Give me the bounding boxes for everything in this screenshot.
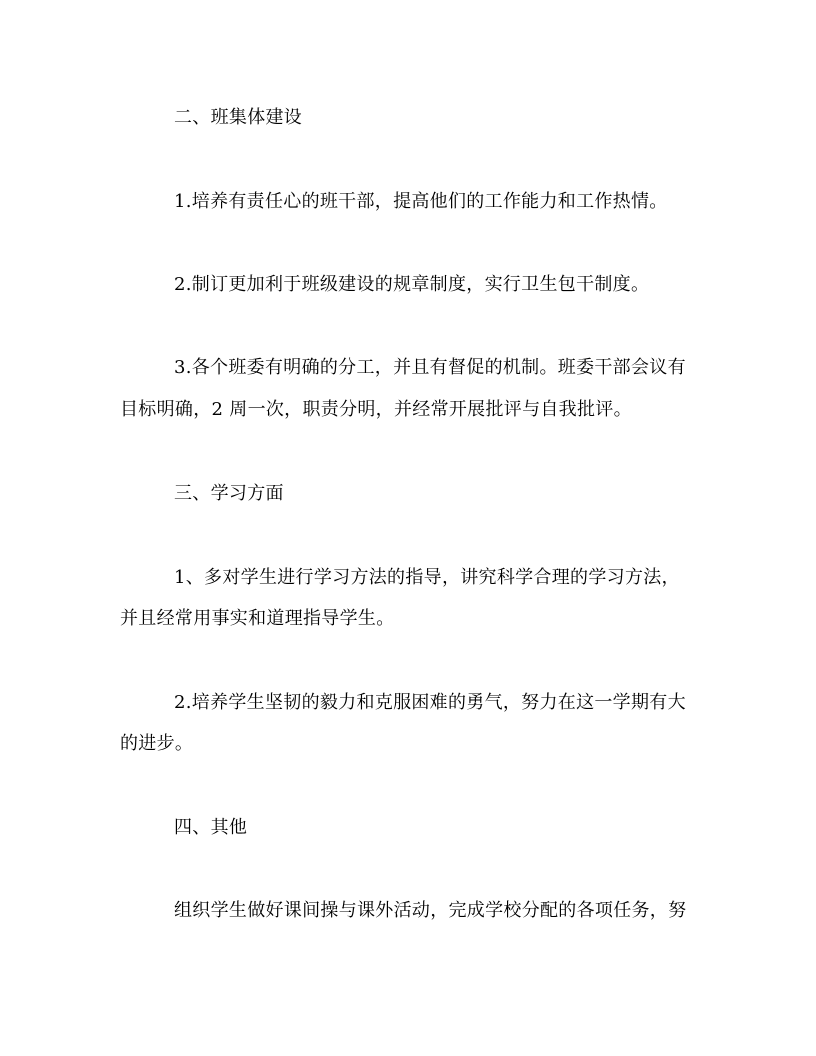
paragraph-line: 2.培养学生坚韧的毅力和克服困难的勇气，努力在这一学期有大	[174, 692, 686, 713]
paragraph-line: 组织学生做好课间操与课外活动，完成学校分配的各项任务，努	[174, 900, 687, 921]
paragraph-line: 并且经常用事实和道理指导学生。	[120, 608, 395, 629]
section-heading: 三、学习方面	[174, 483, 284, 504]
paragraph-line: 1.培养有责任心的班干部，提高他们的工作能力和工作热情。	[174, 191, 668, 212]
section-heading: 二、班集体建设	[174, 107, 303, 128]
paragraph-line: 1、多对学生进行学习方法的指导，讲究科学合理的学习方法，	[174, 567, 680, 588]
section-heading: 四、其他	[174, 817, 248, 838]
paragraph-line: 目标明确，2 周一次，职责分明，并经常开展批评与自我批评。	[120, 399, 632, 420]
paragraph-line: 2.制订更加利于班级建设的规章制度，实行卫生包干制度。	[174, 274, 650, 295]
paragraph-line: 3.各个班委有明确的分工，并且有督促的机制。班委干部会议有	[174, 357, 686, 378]
paragraph-line: 的进步。	[120, 733, 194, 754]
